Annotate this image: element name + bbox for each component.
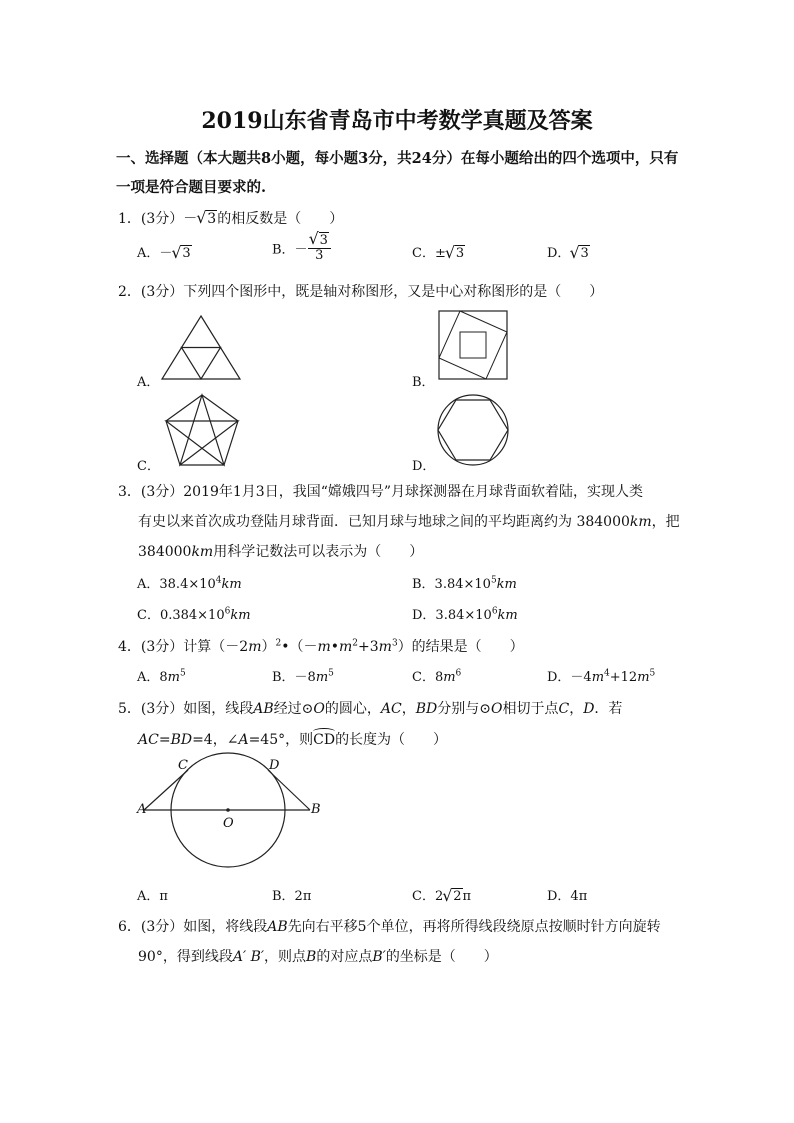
question-2-stem: 2．(3分）下列四个图形中，既是轴对称图形，又是中心对称图形的是（ ） (118, 284, 604, 300)
q2-option-d-label: D． (412, 459, 436, 474)
question-4-stem: 4．(3分）计算$(-2m)^2•(-m•m^2+3m^3)$的结果是（ ） (118, 638, 524, 655)
q3-option-c: C．$0.384\times 10^6km$ (137, 606, 251, 623)
q3-option-d: D．$3.84\times 10^6km$ (412, 606, 518, 623)
q5-option-d: D．4π (547, 889, 588, 904)
question-5-line2: AC=BD=4，∠A=45°，则CD的长度为（ ） (138, 732, 448, 748)
question-3-line3: 384000km用科学记数法可以表示为（ ） (138, 544, 424, 560)
q1-option-c: C．±√ 3 (412, 242, 465, 261)
q5-figure-circle-tangents (134, 756, 326, 872)
figure-a-triangle (160, 315, 242, 381)
q2-option-c-label: C． (137, 459, 160, 474)
section-heading-line1: 一、选择题（本大题共8小题，每小题3分，共24分）在每小题给出的四个选项中，只有 (116, 150, 679, 167)
q3-option-b: B．$3.84\times 10^5km$ (412, 575, 517, 592)
page-title: 2019山东省青岛市中考数学真题及答案 (201, 108, 593, 134)
label-point-b: B (311, 802, 321, 817)
q3-option-a: A．$38.4\times 10^4km$ (137, 575, 242, 592)
question-3-line2: 有史以来首次成功登陆月球背面．已知月球与地球之间的平均距离约为 384000km，把 (138, 514, 680, 530)
label-point-o: O (223, 816, 234, 831)
figure-d-circle-hexagon (436, 393, 510, 467)
q4-option-c: C．$8m^6$ (412, 668, 462, 685)
q1-option-a: A．－√ 3 (137, 242, 192, 261)
arc-cd: CD (313, 732, 336, 748)
label-point-a: A (137, 802, 147, 817)
figure-c-pentagon-star (164, 393, 240, 467)
q4-option-d: D．$-4m^4+12m^5$ (547, 668, 656, 685)
section-heading-line2: 一项是符合题目要求的. (116, 179, 267, 196)
q1-option-d: D．√ 3 (547, 242, 590, 261)
q4-option-b: B．$-8m^5$ (272, 668, 334, 685)
q5-option-c: C．2√ 2π (412, 885, 471, 904)
q4-option-a: A．$8m^5$ (137, 668, 186, 685)
q5-option-a: A．π (137, 889, 168, 904)
figure-b-square (438, 310, 508, 380)
question-6-line2: 90°，得到线段A′ B′，则点B的对应点B′的坐标是（ ） (138, 949, 498, 965)
q2-option-a-label: A． (137, 375, 160, 390)
q2-option-b-label: B． (412, 375, 435, 390)
label-point-d: D (269, 758, 280, 773)
question-5-line1: 5．(3分）如图，线段AB经过⊙O的圆心，AC，BD分别与⊙O相切于点C，D．若 (118, 701, 623, 717)
question-3-line1: 3．(3分）2019年1月3日，我国“嫦娥四号”月球探测器在月球背面软着陆，实现人类 (118, 484, 644, 500)
q5-option-b: B．2π (272, 889, 312, 904)
question-1-stem: 1．(3分）－√ 3的相反数是（ ） (118, 208, 343, 228)
q1-option-b: B．－ √ $\frac{3}{3}$ (272, 234, 331, 262)
label-point-c: C (178, 758, 188, 773)
sqrt-symbol: √ 3 (197, 211, 217, 227)
question-6-line1: 6．(3分）如图，将线段AB先向右平移5个单位，再将所得线段绕原点按顺时针方向旋转 (118, 919, 661, 935)
